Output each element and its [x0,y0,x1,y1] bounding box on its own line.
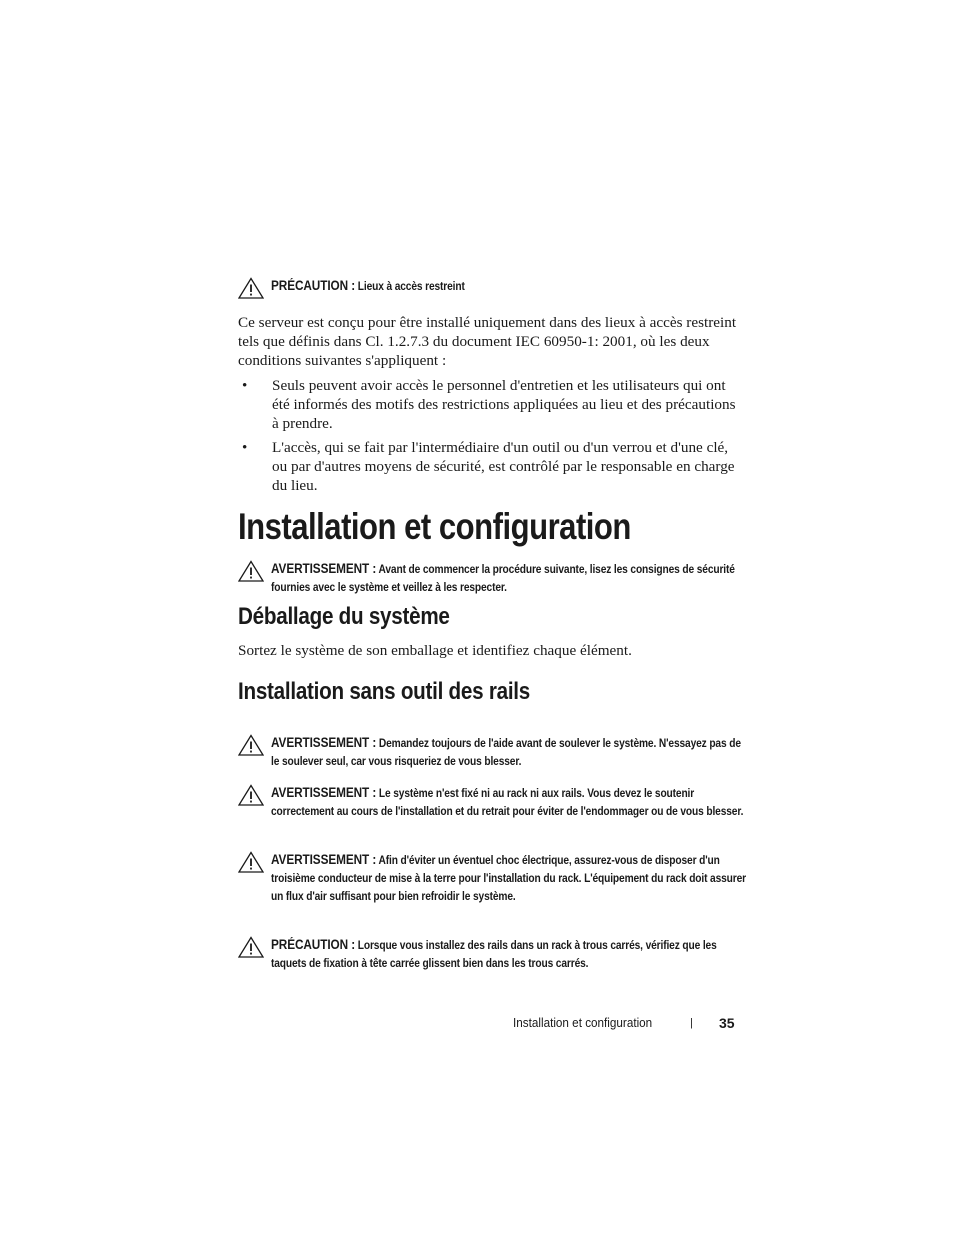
warning-triangle-icon [238,851,264,873]
warning-text: Le système n'est fixé ni au rack ni aux rails. Vous devez le soutenir correctement au cours de l'installation et du retrait pour éviter de l'endommager ou de vous blesser. [271,787,744,818]
warning-label: AVERTISSEMENT : [271,852,377,867]
footer-separator: | [690,1017,693,1029]
caution-triangle-icon [238,936,264,958]
bullet-icon: • [242,377,248,394]
warning-label: AVERTISSEMENT : [271,785,377,800]
caution-notice-restricted-access [238,277,748,296]
list-item-text: L'accès, qui se fait par l'intermédiaire d'un outil ou d'un verrou et d'une clé, ou par d'autres moyens de sécurité, est contrôlé par le responsable en charge du lieu. [272,439,735,494]
warning-label: AVERTISSEMENT : [271,561,377,576]
caution-text: Lorsque vous installez des rails dans un rack à trous carrés, vérifiez que les taquets de fixation à tête carrée glissent bien dans les trous carrés. [271,939,717,970]
caution-label: PRÉCAUTION : [271,937,356,952]
caution-text: Lieux à accès restreint [357,280,465,293]
subheading-rails: Installation sans outil des rails [238,678,530,705]
list-item [238,376,738,433]
list-item-text: Seuls peuvent avoir accès le personnel d'entretien et les utilisateurs qui ont été informés des motifs des restrictions appliquées au lieu et des précautions à prendre. [272,377,736,432]
warning-notice-safety [238,560,748,597]
warning-notice-support [238,784,748,821]
list-item [238,438,738,495]
warning-notice-lifting [238,734,748,771]
warning-triangle-icon [238,734,264,756]
warning-triangle-icon [238,784,264,806]
page-number: 35 [719,1015,735,1031]
warning-text: Demandez toujours de l'aide avant de soulever le système. N'essayez pas de le soulever seul, car vous risqueriez de vous blesser. [271,737,741,768]
caution-notice-square-holes [238,936,748,973]
subheading-unpacking: Déballage du système [238,603,450,630]
warning-notice-electrical [238,851,748,906]
caution-triangle-icon [238,277,264,299]
caution-label: PRÉCAUTION : [271,278,356,293]
footer-section-title: Installation et configuration [513,1015,653,1030]
bullet-icon: • [242,439,248,456]
unpack-paragraph: Sortez le système de son emballage et identifiez chaque élément. [238,642,632,659]
section-heading-installation: Installation et configuration [238,506,631,547]
warning-text: Avant de commencer la procédure suivante, lisez les consignes de sécurité fournies avec le système et veillez à les respecter. [271,563,735,594]
warning-text: Afin d'éviter un éventuel choc électrique, assurez-vous de disposer d'un troisième conducteur de mise à la terre pour l'installation du rack. L'équipement du rack doit assurer un flux d'air suffisant pour bien refroidir le système. [271,854,747,903]
warning-triangle-icon [238,560,264,582]
intro-paragraph: Ce serveur est conçu pour être installé uniquement dans des lieux à accès restreint tels que définis dans Cl. 1.2.7.3 du document IEC 60950-1: 2001, où les deux conditions suivantes s'appliquent : [238,314,737,369]
warning-label: AVERTISSEMENT : [271,735,377,750]
